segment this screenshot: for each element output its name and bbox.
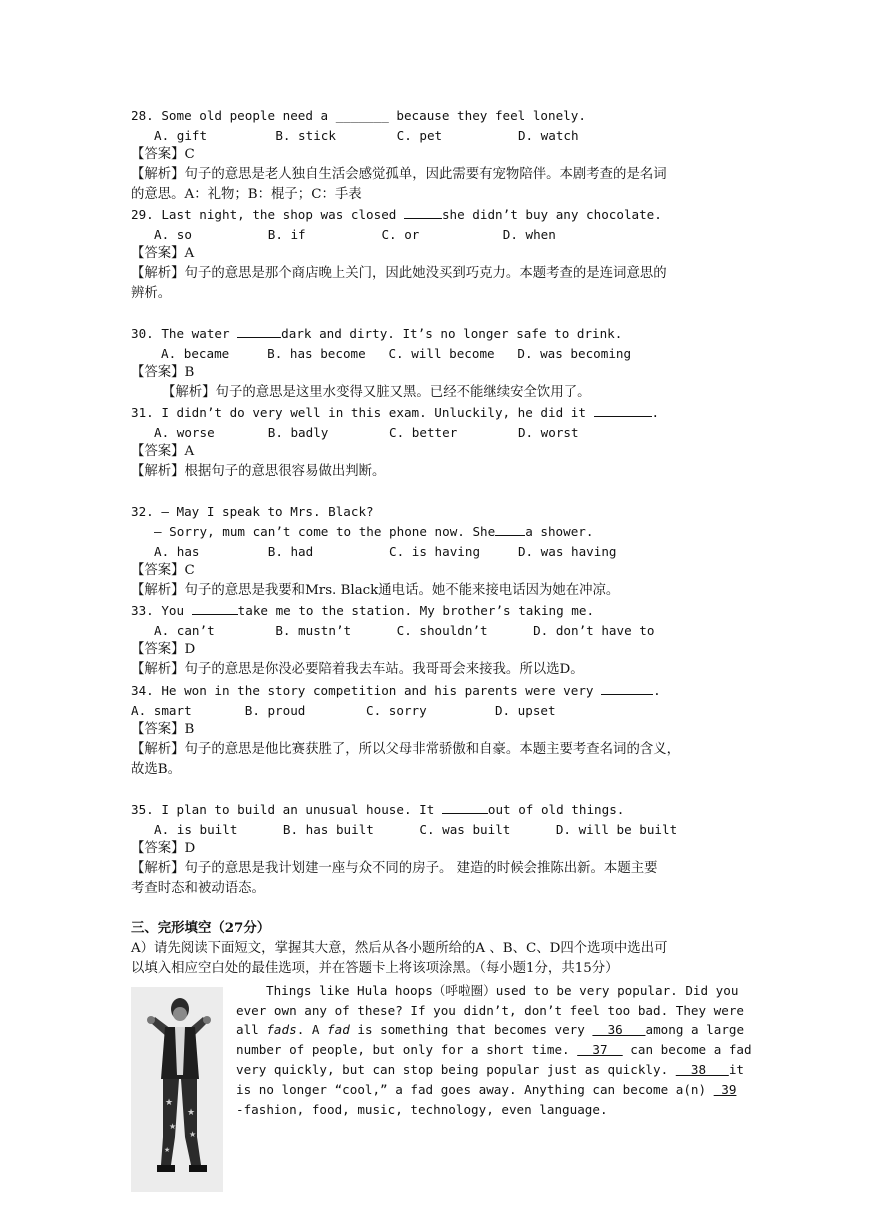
question-30-analysis: 【解析】句子的意思是这里水变得又脏又黑。已经不能继续安全饮用了。 — [162, 385, 591, 400]
question-33-analysis: 【解析】句子的意思是你没必要陪着我去车站。我哥哥会来接我。所以选D。 — [131, 662, 584, 677]
question-34-options: A. smart B. proud C. sorry D. upset — [131, 703, 556, 718]
question-31-answer: 【答案】A — [131, 444, 195, 459]
passage-line-7: -fashion, food, music, technology, even language. — [236, 1102, 608, 1117]
question-35-answer: 【答案】D — [131, 841, 196, 856]
question-35-analysis: 【解析】句子的意思是我计划建一座与众不同的房子。 建造的时候会推陈出新。本题主要 — [131, 861, 658, 876]
answer-blank — [495, 522, 525, 536]
question-33-options: A. can’t B. mustn’t C. shouldn’t D. don’t have to — [154, 623, 655, 638]
svg-text:★: ★ — [165, 1098, 174, 1108]
question-29-analysis-cont: 辨析。 — [131, 286, 172, 301]
answer-blank — [237, 324, 281, 338]
blank-38: 38 — [675, 1062, 729, 1077]
question-28-analysis: 【解析】句子的意思是老人独自生活会感觉孤单，因此需要有宠物陪伴。本剧考查的是名词 — [131, 167, 667, 182]
question-28-analysis-cont: 的意思。A：礼物；B：棍子；C：手表 — [131, 187, 362, 202]
question-31-analysis: 【解析】根据句子的意思很容易做出判断。 — [131, 464, 386, 479]
question-32-answer: 【答案】C — [131, 563, 195, 578]
question-35-options: A. is built B. has built C. was built D. will be built — [154, 822, 678, 837]
svg-text:★: ★ — [164, 1146, 171, 1154]
question-29-analysis: 【解析】句子的意思是那个商店晚上关门，因此她没买到巧克力。本题考查的是连词意思的 — [131, 266, 667, 281]
question-31-stem: 31. I didn’t do very well in this exam. Unluckily, he did it . — [131, 405, 660, 420]
question-32-analysis: 【解析】句子的意思是我要和Mrs. Black通电话。她不能来接电话因为她在冲凉。 — [131, 583, 620, 598]
question-31-options: A. worse B. badly C. better D. worst — [154, 425, 579, 440]
question-29-options: A. so B. if C. or D. when — [154, 227, 556, 242]
question-34-stem: 34. He won in the story competition and his parents were very . — [131, 683, 661, 698]
question-33-stem: 33. You take me to the station. My brother’s taking me. — [131, 603, 595, 618]
question-28-stem: 28. Some old people need a _______ because they feel lonely. — [131, 108, 586, 123]
question-29-stem: 29. Last night, the shop was closed she didn’t buy any chocolate. — [131, 207, 662, 222]
section-instructions: A）请先阅读下面短文，掌握其大意，然后从各小题所给的A 、B、C、D四个选项中选出可 — [131, 941, 668, 956]
passage-line-5: very quickly, but can stop being popular just as quickly. 38 it — [236, 1062, 745, 1077]
answer-blank — [594, 403, 652, 417]
blank-39: 39 — [713, 1082, 737, 1097]
question-29-answer: 【答案】A — [131, 246, 195, 261]
answer-blank — [601, 681, 653, 695]
question-30-stem: 30. The water dark and dirty. It’s no longer safe to drink. — [131, 326, 623, 341]
blank-37: 37 — [577, 1042, 623, 1057]
question-28-answer: 【答案】C — [131, 147, 195, 162]
passage-line-6: is no longer “cool,” a fad goes away. Anything can become a(n) 39 — [236, 1082, 737, 1097]
passage-line-1: Things like Hula hoops（呼啦圈）used to be very popular. Did you — [266, 983, 739, 998]
question-33-answer: 【答案】D — [131, 642, 196, 657]
question-34-analysis-cont: 故选B。 — [131, 762, 182, 777]
dancer-illustration — [131, 987, 223, 1192]
svg-text:★: ★ — [187, 1108, 196, 1118]
section-heading: 三、完形填空（27分） — [131, 920, 271, 936]
answer-blank — [404, 205, 442, 219]
blank-36: 36 — [592, 1022, 646, 1037]
svg-text:★: ★ — [189, 1130, 197, 1139]
section-instructions-cont: 以填入相应空白处的最佳选项，并在答题卡上将该项涂黑。（每小题1分，共15分） — [131, 961, 619, 976]
answer-blank — [442, 800, 488, 814]
question-32-options: A. has B. had C. is having D. was having — [154, 544, 617, 559]
question-34-analysis: 【解析】句子的意思是他比赛获胜了，所以父母非常骄傲和自豪。本题主要考查名词的含义， — [131, 742, 681, 757]
question-35-stem: 35. I plan to build an unusual house. It out of old things. — [131, 802, 625, 817]
question-30-options: A. became B. has become C. will become D. was becoming — [161, 346, 632, 361]
question-35-analysis-cont: 考查时态和被动语态。 — [131, 881, 265, 896]
question-34-answer: 【答案】B — [131, 722, 195, 737]
question-32-stem-cont: — Sorry, mum can’t come to the phone now. She a shower. — [154, 524, 594, 539]
passage-line-2: ever own any of these? If you didn’t, don’t feel too bad. They were — [236, 1003, 744, 1018]
dancer-photo — [131, 987, 223, 1192]
question-28-options: A. gift B. stick C. pet D. watch — [154, 128, 579, 143]
svg-text:★: ★ — [169, 1122, 177, 1131]
question-30-answer: 【答案】B — [131, 365, 195, 380]
answer-blank — [192, 601, 238, 615]
passage-line-4: number of people, but only for a short time. 37 can become a fad — [236, 1042, 752, 1057]
passage-line-3: all fads. A fad is something that becomes very 36 among a large — [236, 1022, 745, 1037]
question-32-stem: 32. — May I speak to Mrs. Black? — [131, 504, 374, 519]
